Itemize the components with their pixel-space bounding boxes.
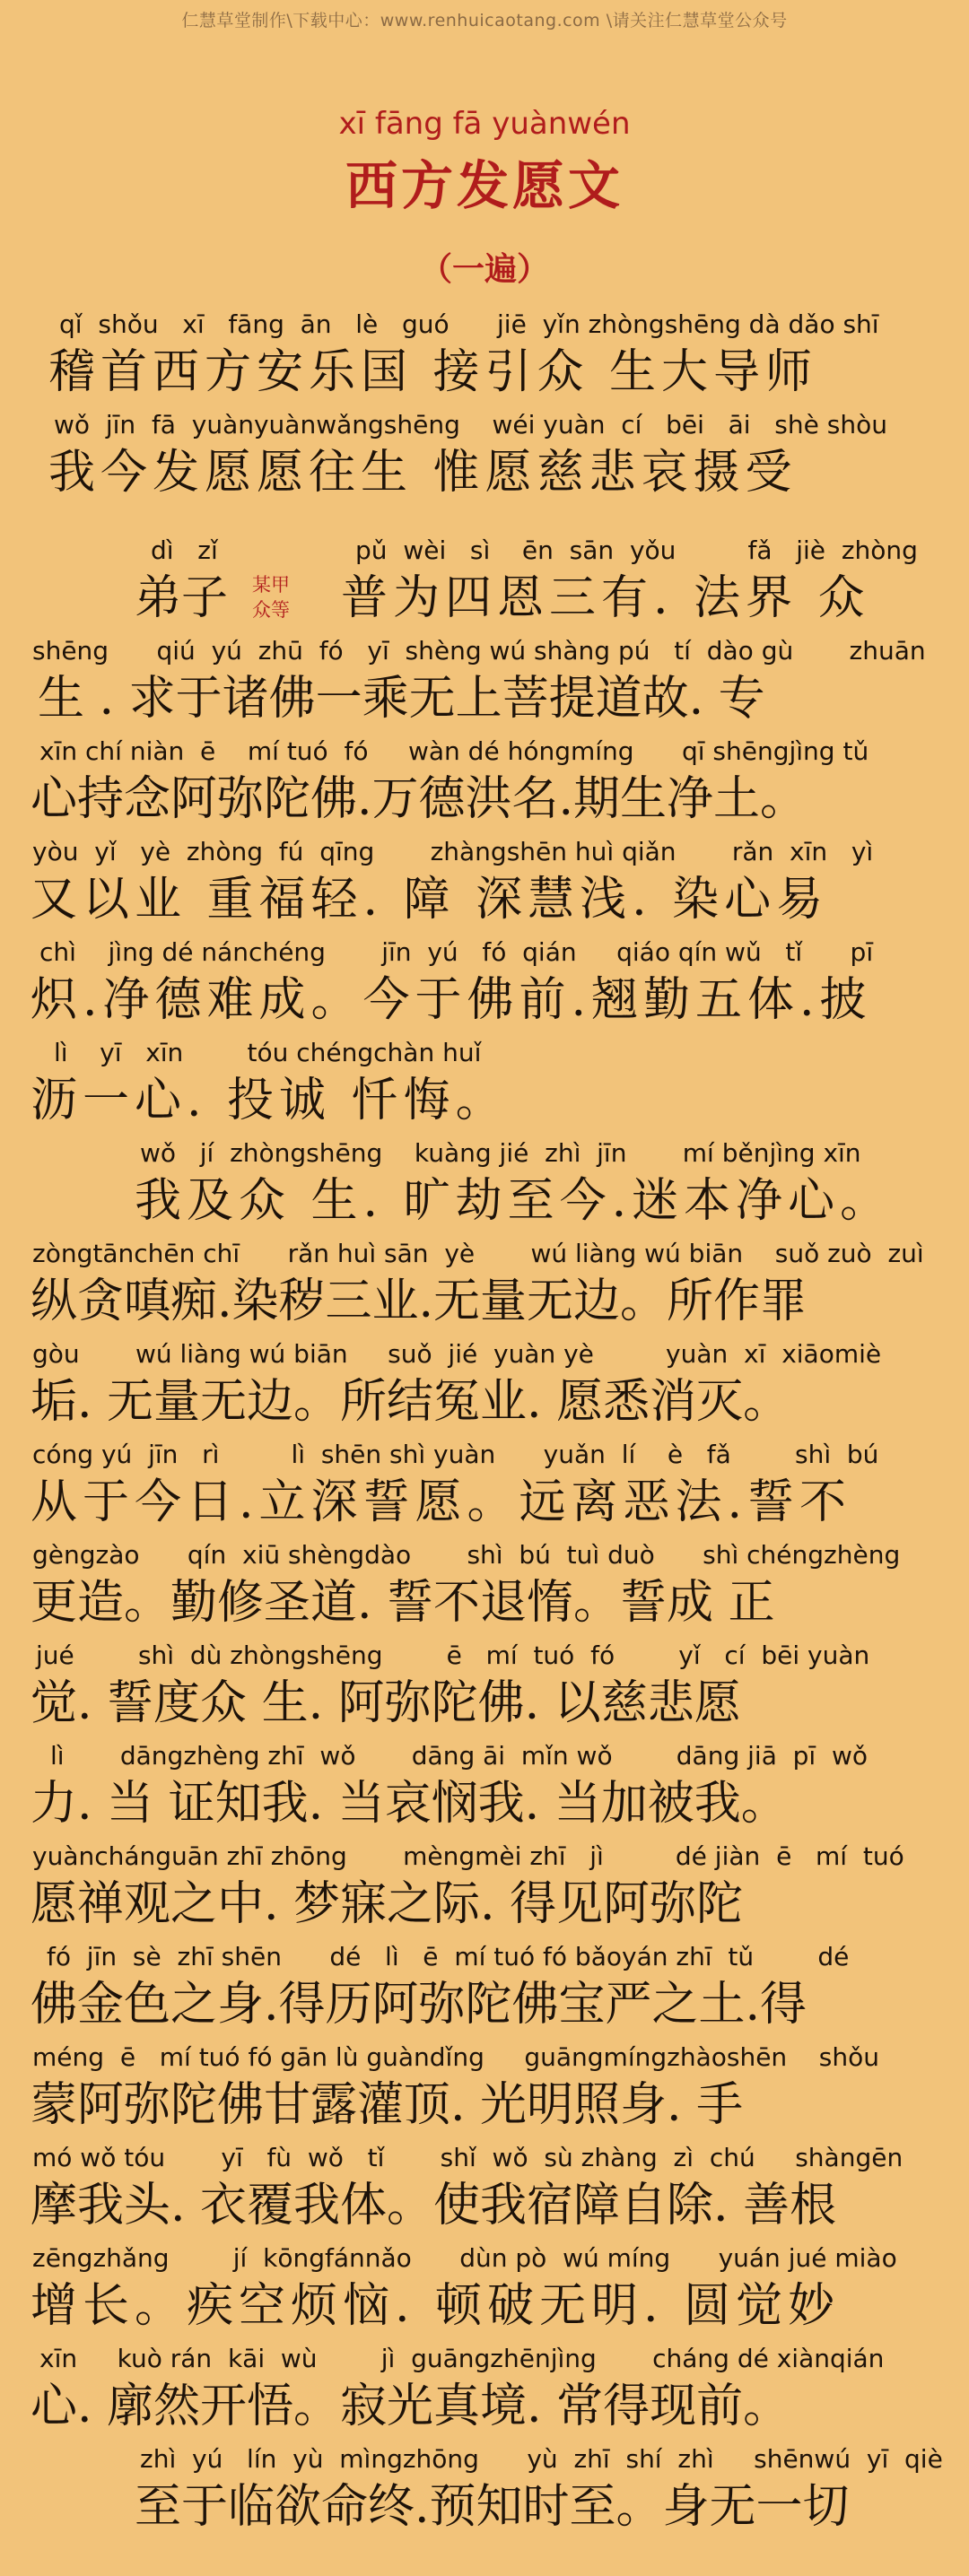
pinyin-row: gèngzào qín xiū shèngdào shì bú tuì duò shì chéngzhèng bbox=[32, 1540, 901, 1570]
page-title: 西方发愿文 bbox=[345, 155, 624, 216]
placeholder-line-2: 众等 bbox=[252, 599, 290, 621]
pinyin-row: wǒ jí zhòngshēng kuàng jié zhì jīn mí běnjìng xīn bbox=[140, 1138, 861, 1168]
hanzi-row: 至于临欲命终.预知时至。身无一切 bbox=[135, 2480, 850, 2534]
text-line-15 bbox=[0, 1738, 969, 1839]
text-line-21 bbox=[0, 2341, 969, 2441]
hanzi-row: 我今发愿愿往生 惟愿慈悲哀摄受 bbox=[48, 446, 798, 500]
text-line-9 bbox=[0, 1136, 969, 1236]
pinyin-row: xīn kuò rán kāi wù jì guāngzhēnjìng cháng dé xiànqián bbox=[39, 2344, 885, 2373]
hanzi-row: 觉. 誓度众 生. 阿弥陀佛. 以慈悲愿 bbox=[31, 1676, 741, 1730]
text-line-13 bbox=[0, 1537, 969, 1638]
text-line-12 bbox=[0, 1437, 969, 1537]
hanzi-row: 普为四恩三有. 法界 众 bbox=[341, 571, 870, 625]
pinyin-row: wǒ jīn fā yuànyuànwǎngshēng wéi yuàn cí bēi āi shè shòu bbox=[54, 410, 887, 439]
text-line-22 bbox=[0, 2441, 969, 2542]
pinyin-row: zēngzhǎng jí kōngfánnǎo dùn pò wú míng yuán jué miào bbox=[32, 2243, 897, 2273]
top-banner: 仁慧草堂制作\下载中心：www.renhuicaotang.com \请关注仁慧草堂公众号 bbox=[181, 11, 788, 30]
hanzi-row: 蒙阿弥陀佛甘露灌顶. 光明照身. 手 bbox=[31, 2078, 744, 2132]
title-pinyin: xī fāng fā yuànwén bbox=[338, 106, 631, 142]
hanzi-row: 纵贪嗔痴.染秽三业.无量无边。所作罪 bbox=[31, 1275, 808, 1328]
text-line-18 bbox=[0, 2040, 969, 2140]
pinyin-row: fó jīn sè zhī shēn dé lì ē mí tuó fó bǎoyán zhī tǔ dé bbox=[47, 1942, 850, 1971]
text-line-19 bbox=[0, 2140, 969, 2241]
text-line-10 bbox=[0, 1236, 969, 1336]
pinyin-row: yòu yǐ yè zhòng fú qīng zhàngshēn huì qiǎn rǎn xīn yì bbox=[32, 837, 874, 866]
placeholder-line-1: 某甲 bbox=[252, 574, 290, 596]
hanzi-row: 又以业 重福轻. 障 深慧浅. 染心易 bbox=[31, 873, 829, 927]
pinyin-row: gòu wú liàng wú biān suǒ jié yuàn yè yuàn xī xiāomiè bbox=[32, 1339, 882, 1369]
hanzi-row: 从于今日.立深誓愿。远离恶法.誓不 bbox=[31, 1475, 852, 1529]
pinyin-row: zòngtānchēn chī rǎn huì sān yè wú liàng wú biān suǒ zuò zuì bbox=[32, 1239, 924, 1268]
pinyin-row: lì dāngzhèng zhī wǒ dāng āi mǐn wǒ dāng jiā pī wǒ bbox=[50, 1741, 869, 1771]
pinyin-row: dì zǐ bbox=[151, 535, 218, 565]
hanzi-row: 心. 廓然开悟。寂光真境. 常得现前。 bbox=[31, 2380, 790, 2433]
text-line-20 bbox=[0, 2241, 969, 2341]
text-line-11 bbox=[0, 1336, 969, 1437]
hanzi-row: 摩我头. 衣覆我体。使我宿障自除. 善根 bbox=[31, 2179, 837, 2232]
text-line-4 bbox=[0, 633, 969, 734]
pinyin-row: méng ē mí tuó fó gān lù guàndǐng guāngmíngzhàoshēn shǒu bbox=[32, 2042, 879, 2072]
hanzi-row: 我及众 生. 旷劫至今.迷本净心。 bbox=[135, 1174, 893, 1228]
hanzi-row: 沥一心. 投诚 忏悔。 bbox=[31, 1074, 508, 1127]
pinyin-row: shēng qiú yú zhū fó yī shèng wú shàng pú tí dào gù zhuān bbox=[32, 636, 926, 666]
text-line-3 bbox=[0, 533, 969, 633]
hanzi-row: 稽首西方安乐国 接引众 生大导师 bbox=[48, 345, 818, 399]
text-line-1 bbox=[0, 307, 969, 407]
pinyin-row: cóng yú jīn rì lì shēn shì yuàn yuǎn lí è fǎ shì bú bbox=[32, 1440, 879, 1469]
pinyin-row: yuànchánguān zhī zhōng mèngmèi zhī jì dé jiàn ē mí tuó bbox=[32, 1841, 904, 1871]
text-line-14 bbox=[0, 1638, 969, 1738]
hanzi-row: 生 . 求于诸佛一乘无上菩提道故. 专 bbox=[38, 672, 765, 726]
hanzi-row: 力. 当 证知我. 当哀悯我. 当加被我。 bbox=[31, 1777, 788, 1831]
pinyin-row: pǔ wèi sì ēn sān yǒu fǎ jiè zhòng bbox=[355, 535, 918, 565]
hanzi-row: 炽.净德难成。今于佛前.翘勤五体.披 bbox=[31, 973, 872, 1027]
hanzi-row: 心持念阿弥陀佛.万德洪名.期生净土。 bbox=[31, 772, 808, 826]
pinyin-row: jué shì dù zhòngshēng ē mí tuó fó yǐ cí bēi yuàn bbox=[36, 1640, 870, 1670]
name-placeholder bbox=[242, 572, 300, 622]
text-line-5 bbox=[0, 734, 969, 834]
recite-count: （一遍） bbox=[419, 250, 549, 288]
pinyin-row: qǐ shǒu xī fāng ān lè guó jiē yǐn zhòngshēng dà dǎo shī bbox=[59, 309, 879, 339]
text-line-6 bbox=[0, 834, 969, 935]
pinyin-row: xīn chí niàn ē mí tuó fó wàn dé hóngmíng qī shēngjìng tǔ bbox=[39, 736, 869, 766]
hanzi-row: 更造。勤修圣道. 誓不退惰。誓成 正 bbox=[31, 1576, 775, 1630]
pinyin-row: mó wǒ tóu yī fù wǒ tǐ shǐ wǒ sù zhàng zì chú shàngēn bbox=[32, 2143, 904, 2172]
hanzi-row: 愿禅观之中. 梦寐之际. 得见阿弥陀 bbox=[31, 1877, 744, 1931]
pinyin-row: chì jìng dé nánchéng jīn yú fó qián qiáo qín wǔ tǐ pī bbox=[39, 937, 874, 967]
text-line-7 bbox=[0, 935, 969, 1035]
pinyin-row: zhì yú lín yù mìngzhōng yù zhī shí zhì shēnwú yī qiè bbox=[140, 2444, 943, 2474]
text-line-16 bbox=[0, 1839, 969, 1939]
hanzi-row: 增长。疾空烦恼. 顿破无明. 圆觉妙 bbox=[31, 2279, 841, 2333]
text-line-2 bbox=[0, 407, 969, 508]
hanzi-row: 垢. 无量无边。所结冤业. 愿悉消灭。 bbox=[31, 1375, 790, 1429]
text-line-17 bbox=[0, 1939, 969, 2040]
hanzi-row: 弟子 bbox=[135, 571, 229, 625]
hanzi-row: 佛金色之身.得历阿弥陀佛宝严之土.得 bbox=[31, 1978, 808, 2032]
text-line-8 bbox=[0, 1035, 969, 1136]
pinyin-row: lì yī xīn tóu chéngchàn huǐ bbox=[54, 1038, 482, 1067]
